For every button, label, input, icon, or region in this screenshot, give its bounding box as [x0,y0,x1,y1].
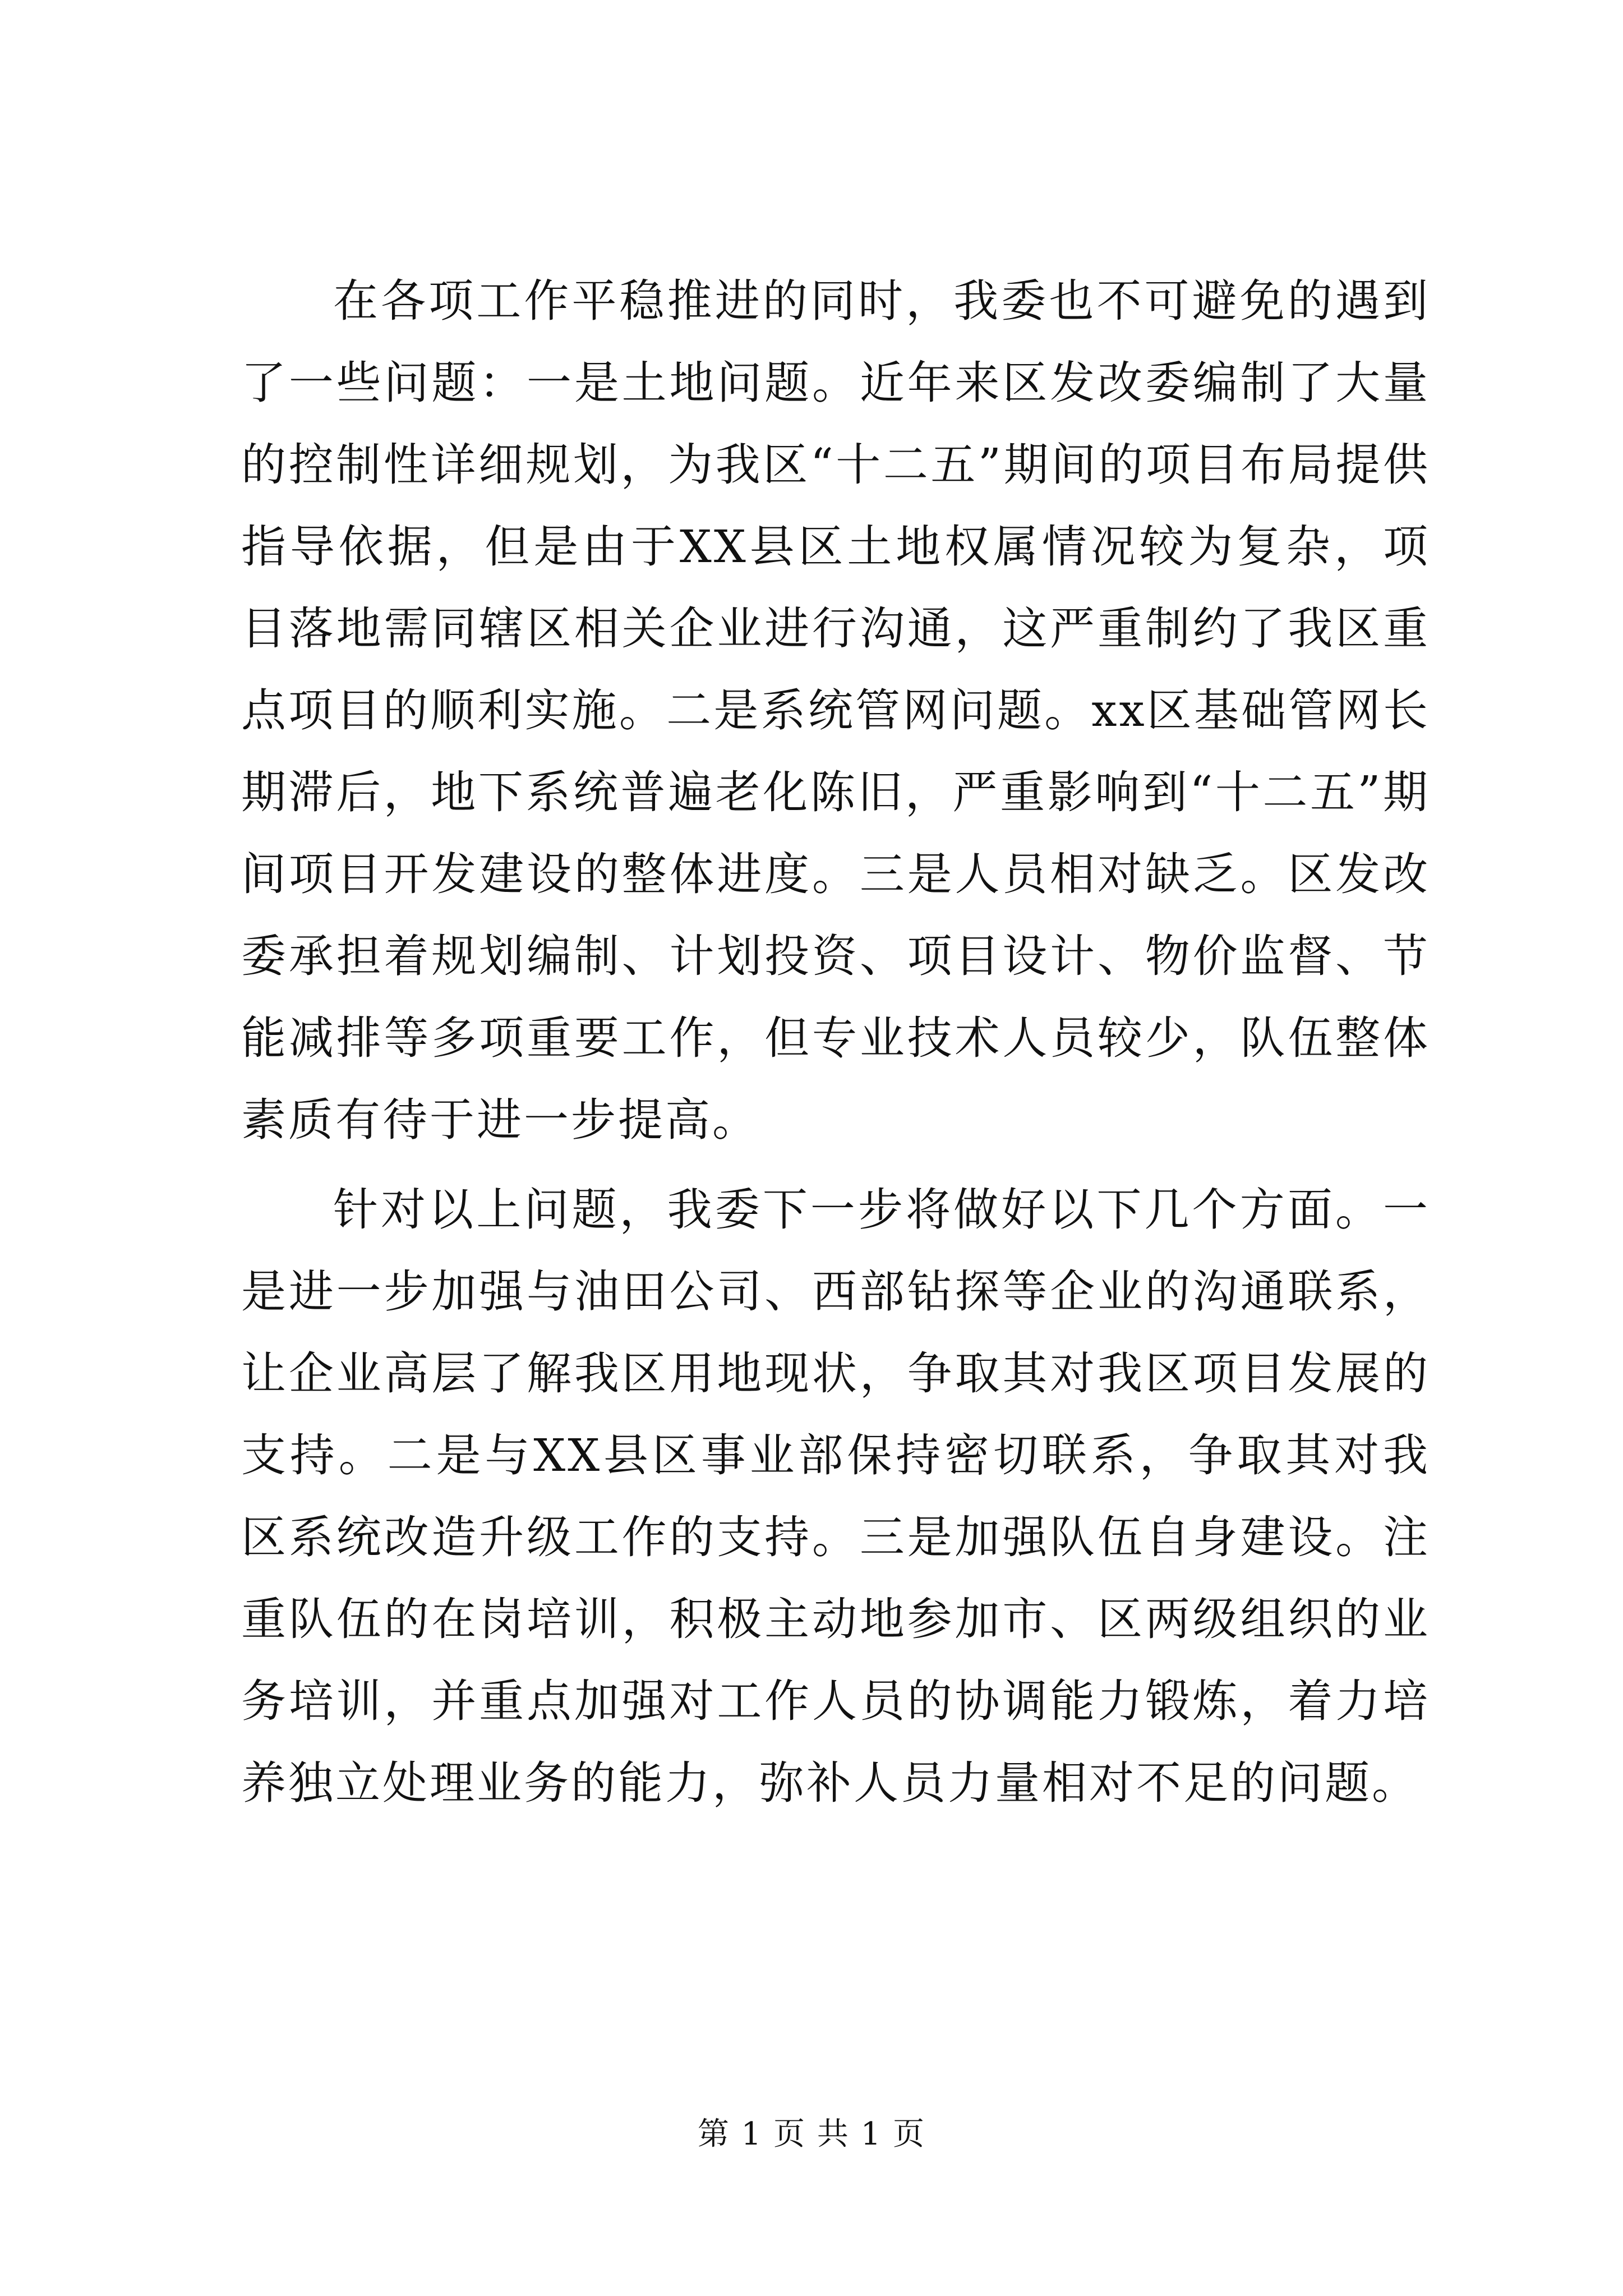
page-number-footer: 第 1 页 共 1 页 [697,2116,926,2152]
paragraph-problems: 在各项工作平稳推进的同时，我委也不可避免的遇到了一些问题：一是土地问题。近年来区发改委编制了大量的控制性详细规划，为我区“十二五”期间的项目布局提供指导依据，但是由于XX县区土地权属情况较为复杂，项目落地需同辖区相关企业进行沟通，这严重制约了我区重点项目的顺利实施。二是系统管网问题。xx区基础管网长期滞后，地下系统普遍老化陈旧，严重影响到“十二五”期间项目开发建设的整体进度。三是人员相对缺乏。区发改委承担着规划编制、计划投资、项目设计、物价监督、节能减排等多项重要工作，但专业技术人员较少，队伍整体素质有待于进一步提高。 [241,275,1430,1146]
paragraph-next-steps: 针对以上问题，我委下一步将做好以下几个方面。一是进一步加强与油田公司、西部钻探等企业的沟通联系，让企业高层了解我区用地现状，争取其对我区项目发展的支持。二是与XX县区事业部保持密切联系，争取其对我区系统改造升级工作的支持。三是加强队伍自身建设。注重队伍的在岗培训，积极主动地参加市、区两级组织的业务培训，并重点加强对工作人员的协调能力锻炼，着力培养独立处理业务的能力，弥补人员力量相对不足的问题。 [241,1184,1430,1809]
document-body [241,260,1430,1824]
